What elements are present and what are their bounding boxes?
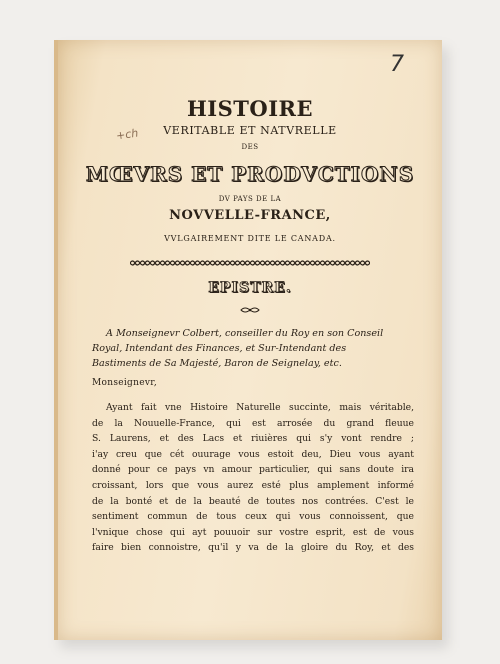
body-line: donné pour ce pays vn amour particulier, qui sans doute ira [92, 464, 414, 476]
subtitle-line: DV PAYS DE LA [218, 195, 282, 203]
body-line: de la Nouuelle-France, qui est arrosée du grand fleuue [92, 417, 414, 429]
body-line: i'ay creu que cét ouurage vous estoit deu, Dieu vous ayant [92, 448, 414, 460]
dedication-paragraph [92, 326, 414, 371]
subtitle-line: VVLGAIREMENT DITE LE CANADA. [164, 234, 336, 243]
body-paragraph [92, 400, 414, 556]
subtitle-line: NOVVELLE-FRANCE, [169, 208, 331, 223]
fleuron-ornament [240, 306, 260, 314]
body-line: croissant, lors que vous aurez esté plus amplement informé [92, 479, 414, 491]
document-page [54, 40, 442, 640]
body-line: de la bonté et de la beauté de toutes nos contrées. C'est le [92, 495, 414, 507]
document-title: HISTOIRE [186, 96, 314, 121]
handwritten-margin-note: +ch [115, 126, 140, 143]
body-line: Ayant fait vne Histoire Naturelle succinte, mais véritable, [106, 402, 414, 413]
body-line: S. Laurens, et des Lacs et riuières qui s'y vont rendre ; [92, 433, 414, 445]
salutation: Monseignevr, [92, 378, 157, 388]
body-line: faire bien connoistre, qu'il y va de la gloire du Roy, et des [92, 542, 414, 554]
subtitle-line-decorative: MŒVRS ET PRODVCTIONS [85, 162, 415, 186]
ornamental-rule [130, 259, 370, 267]
section-heading: EPISTRE. [208, 280, 292, 296]
dedication-line: A Monseignevr Colbert, conseiller du Roy en son Conseil [106, 328, 384, 339]
handwritten-page-number: 7 [390, 52, 404, 77]
body-line: sentiment commun de tous ceux qui vous connoissent, que [92, 511, 414, 523]
dedication-line: Royal, Intendant des Finances, et Sur-Intendant des [92, 343, 347, 354]
subtitle-line: VERITABLE ET NATVRELLE [163, 124, 337, 137]
dedication-line: Bastiments de Sa Majesté, Baron de Seignelay, etc. [92, 358, 342, 369]
body-line: l'vnique chose qui ayt pouuoir sur vostre esprit, est de vous [92, 526, 414, 538]
subtitle-line: DES [241, 143, 259, 151]
